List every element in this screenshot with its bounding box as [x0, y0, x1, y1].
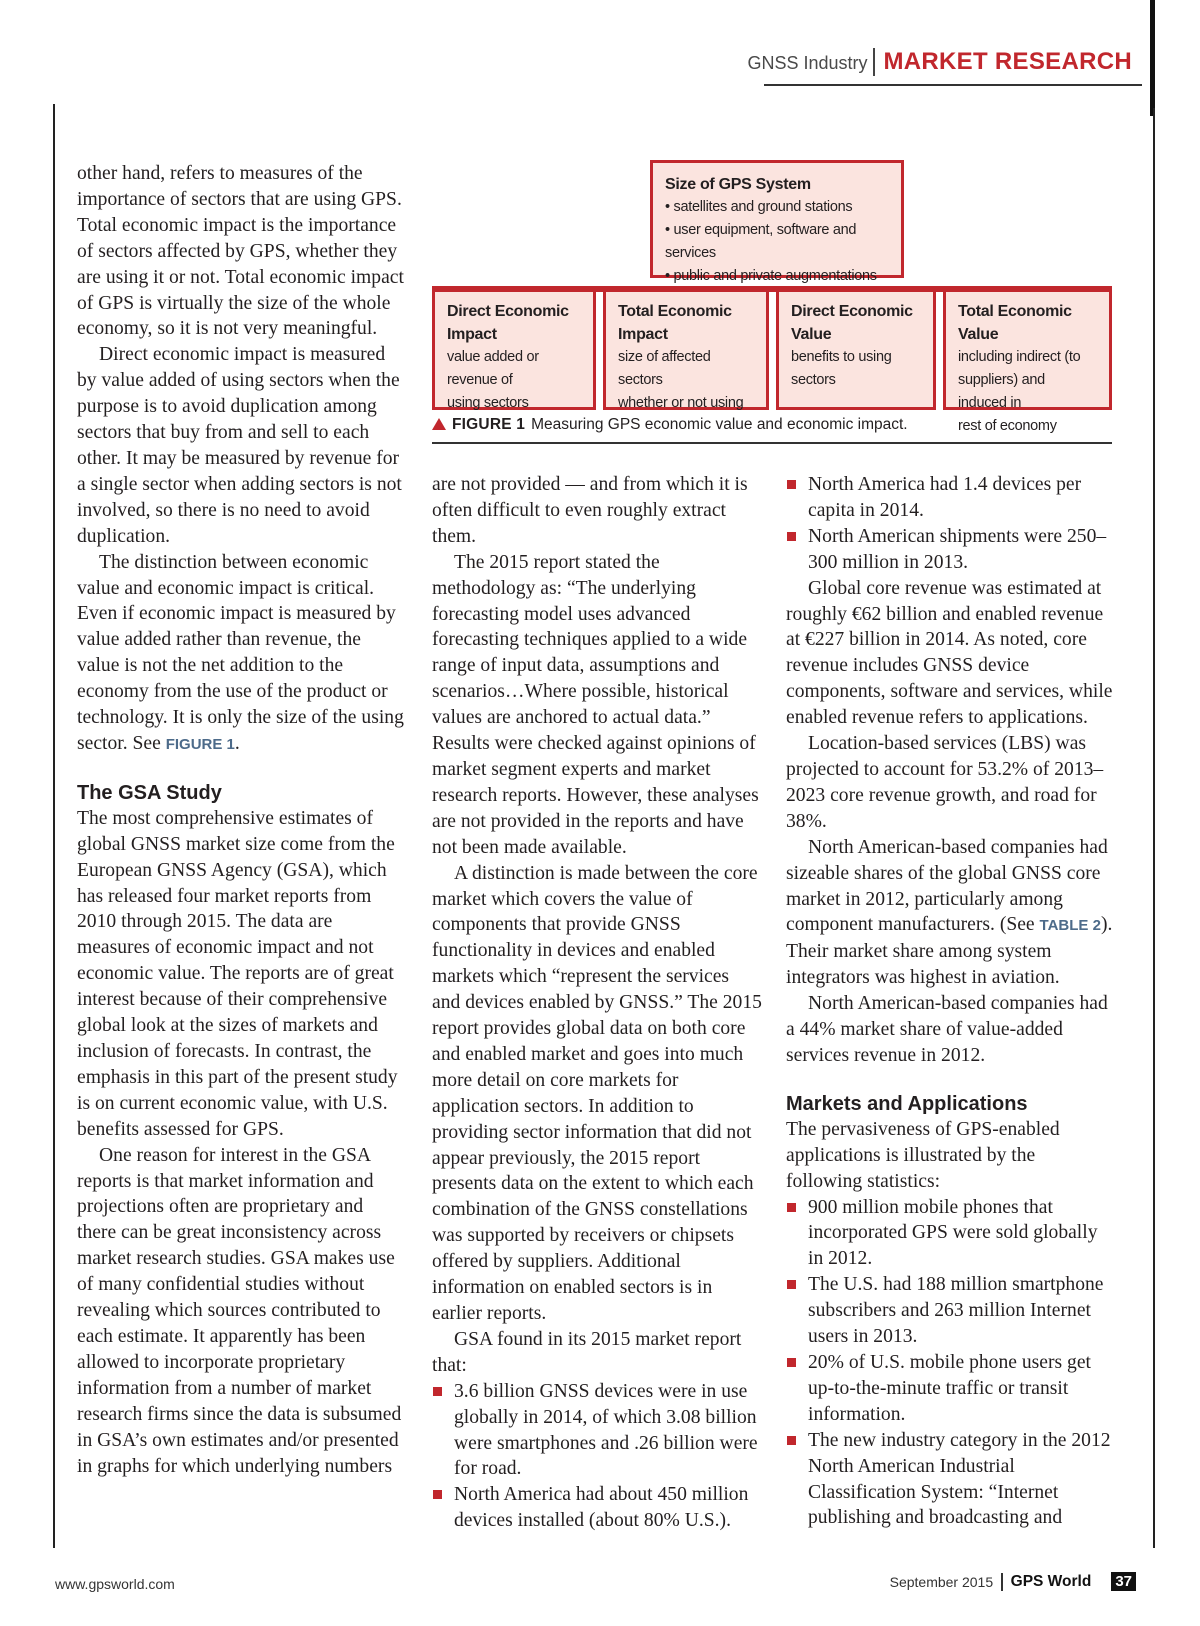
header-rule: [764, 84, 1142, 86]
paragraph: Location-based services (LBS) was projected to account for 53.2% of 2013–2023 core revenue growth, and road for 38%.: [786, 733, 1104, 832]
box-bullet: • satellites and ground stations: [665, 199, 853, 215]
section-heading-gsa-study: The GSA Study: [77, 781, 222, 804]
caption-text: Measuring GPS economic value and economic impact.: [531, 416, 908, 433]
paragraph: One reason for interest in the GSA reports is that market information and projections often are proprietary and there can be great inconsistency across market research studies. GSA makes use of many confidential studies without revealing which sources contributed to each estimate. It apparently has been allowed to incorporate proprietary information from a number of market research firms since the data is subsumed in GSA’s own estimates and/or presented in graphs for which underlying numbers: [77, 1144, 402, 1477]
paragraph: The most comprehensive estimates of global GNSS market size come from the European GNSS Agency (GSA), which has released four market reports from 2010 through 2015. The data are measures of economic impact and not economic value. The reports are of great interest because of their comprehensive global look at the sizes of markets and inclusion of forecasts. In contrast, the emphasis in this part of the present study is on current economic value, with U.S. benefits assessed for GPS.: [77, 807, 398, 1140]
figure-rule: [432, 442, 1112, 444]
box-bullet: • public and private augmentations: [665, 268, 877, 284]
bullet-square-icon: [787, 1280, 796, 1289]
bullet-square-icon: [787, 1203, 796, 1212]
footer-folio: [890, 1572, 1136, 1591]
footer-date: September 2015: [889, 1573, 994, 1590]
left-margin-rule: [53, 104, 55, 1548]
list-item: The U.S. had 188 million smartphone subscribers and 263 million Internet users in 2013.: [786, 1272, 1116, 1350]
paragraph: The pervasiveness of GPS-enabled applications is illustrated by the following statistics:: [786, 1118, 1060, 1192]
bullet-list: [786, 1195, 1116, 1532]
list-item: North America had 1.4 devices per capita in 2014.: [786, 472, 1116, 524]
paragraph: The distinction between economic value and economic impact is critical. Even if economic impact is measured by value added rather than revenue, the value is not the net addition to the economy from the use of the product or technology. It is only the size of the using sector. See FIGURE 1.: [77, 551, 404, 754]
paragraph: North American-based companies had a 44% market share of value-added services revenue in 2012.: [786, 993, 1108, 1066]
figure-1: [432, 160, 1112, 442]
right-margin-rule: [1153, 108, 1155, 1548]
header-vertical-bar: [1150, 0, 1155, 116]
gps-system-size-box: [650, 160, 904, 284]
header-title: MARKET RESEARCH: [883, 48, 1132, 75]
box-bullet: • user equipment, software and services: [665, 222, 857, 261]
header-divider: [873, 48, 875, 76]
list-item: The new industry category in the 2012 North American Industrial Classification System: “Internet publishing and broadcasting and: [786, 1428, 1116, 1532]
column-2: [432, 472, 762, 1534]
figure-label: FIGURE 1: [452, 416, 526, 433]
bullet-square-icon: [787, 1436, 796, 1445]
bullet-list: [786, 472, 1116, 576]
paragraph: other hand, refers to measures of the importance of sectors that are using GPS. Total economic impact is the importance of sectors affected by GPS, whether they are using it or not. Total economic impact of GPS is virtually the size of the whole economy, so it is not very meaningful.: [77, 163, 404, 340]
direct-economic-impact-box: Direct Economic Impact value added or revenue of using sectors: [432, 292, 596, 410]
list-item: 20% of U.S. mobile phone users get up-to-the-minute traffic or transit information.: [786, 1350, 1116, 1428]
table-2-reference-link[interactable]: TABLE 2: [1039, 917, 1101, 935]
list-item: North America had about 450 million devices installed (about 80% U.S.).: [432, 1482, 762, 1534]
bullet-square-icon: [433, 1387, 442, 1396]
column-3: [786, 472, 1116, 1531]
total-economic-value-box: Total Economic Value including indirect (to suppliers) and induced in rest of economy: [943, 292, 1112, 410]
paragraph: The 2015 report stated the methodology as: “The underlying forecasting model uses advanced forecasting techniques applied to a wide range of input data, assumptions and scenarios…Where possible, historical values are anchored to actual data.” Results were checked against opinions of market segment experts and market research reports. However, these analyses are not provided in the reports and have not been made available.: [432, 551, 759, 858]
caption-triangle-icon: [432, 418, 446, 430]
box-title: Size of GPS System: [665, 176, 811, 193]
footer-divider: [1001, 1573, 1003, 1591]
list-item: 900 million mobile phones that incorporated GPS were sold globally in 2012.: [786, 1195, 1116, 1273]
paragraph: North American-based companies had sizeable shares of the global GNSS core market in 2012, particularly among component manufacturers. (See TABLE 2). Their market share among system integrators was highest in aviation.: [786, 836, 1113, 989]
paragraph: A distinction is made between the core market which covers the value of components that provide GNSS functionality in devices and enabled markets which “represent the services and devices enabled by GNSS.” The 2015 report provides global data on both core and enabled market and goes into much more detail on core markets for application sectors. In addition to providing sector information that did not appear previously, the 2015 report presents data on the extent to which each combination of the GNSS constellations was supported by receivers or chipsets offered by suppliers. Additional information on enabled sectors is in earlier reports.: [432, 862, 762, 1324]
bullet-square-icon: [787, 532, 796, 541]
footer-website-link[interactable]: www.gpsworld.com: [55, 1576, 175, 1592]
figure-caption: [432, 416, 908, 434]
footer-magazine-name: GPS World: [1010, 1572, 1092, 1590]
paragraph: GSA found in its 2015 market report that:: [432, 1328, 742, 1376]
list-item: North American shipments were 250–300 million in 2013.: [786, 524, 1116, 576]
paragraph: Global core revenue was estimated at roughly €62 billion and enabled revenue at €227 billion in 2014. As noted, core revenue includes GNSS device components, software and services, while enabled revenue refers to applications.: [786, 577, 1113, 729]
column-1: [77, 161, 405, 1479]
header-section: GNSS Industry: [747, 53, 868, 73]
bullet-square-icon: [433, 1490, 442, 1499]
total-economic-impact-box: Total Economic Impact size of affected sectors whether or not using: [603, 292, 769, 410]
bullet-square-icon: [787, 480, 796, 489]
paragraph: are not provided — and from which it is often difficult to even roughly extract them.: [432, 474, 748, 547]
direct-economic-value-box: Direct Economic Value benefits to using sectors: [776, 292, 936, 410]
page-number: 37: [1111, 1572, 1136, 1591]
figure-1-reference-link[interactable]: FIGURE 1: [165, 735, 235, 753]
paragraph: Direct economic impact is measured by value added of using sectors when the purpose is to avoid duplication among sectors that buy from and sell to each other. It may be measured by revenue for a single sector when adding sectors is not involved, so there is no need to avoid duplication.: [77, 344, 402, 547]
list-item: 3.6 billion GNSS devices were in use globally in 2014, of which 3.08 billion were smartphones and .26 billion were for road.: [432, 1379, 762, 1483]
running-header: [747, 48, 1132, 76]
bullet-square-icon: [787, 1358, 796, 1367]
section-heading-markets-applications: Markets and Applications: [786, 1092, 1028, 1115]
bullet-list: [432, 1379, 762, 1534]
